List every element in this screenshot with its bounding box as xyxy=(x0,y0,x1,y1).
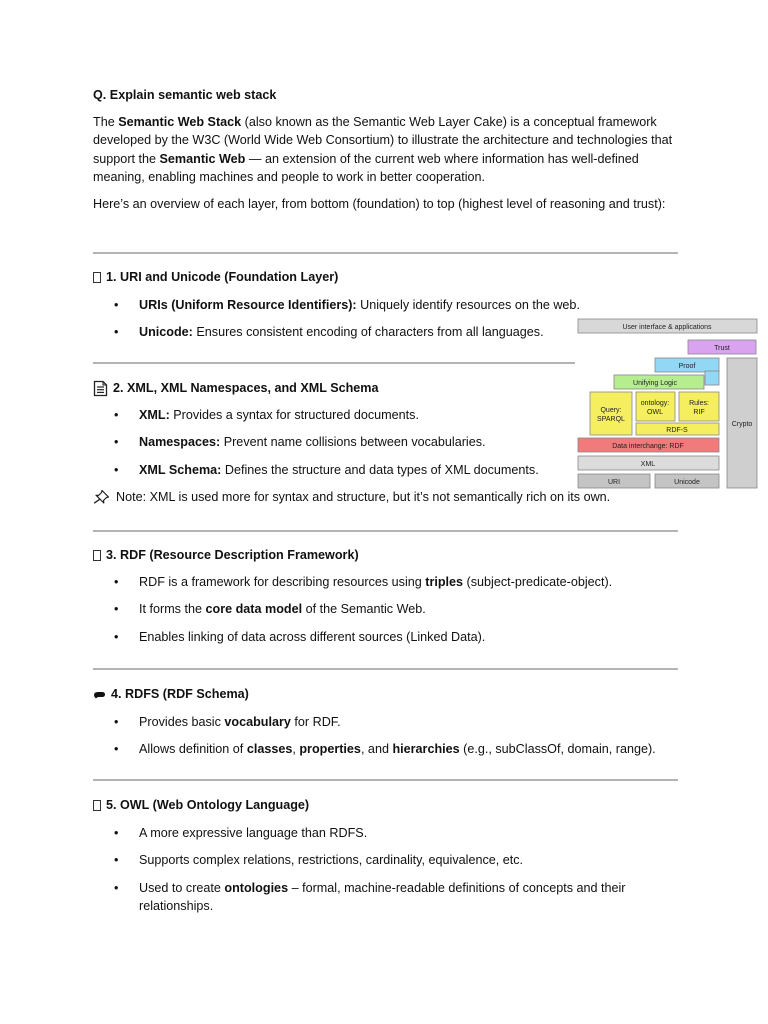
svg-text:Data interchange: RDF: Data interchange: RDF xyxy=(612,443,684,450)
item-text: Uniquely identify resources on the web. xyxy=(356,298,580,313)
item-text: Provides basic xyxy=(139,715,225,730)
list-item xyxy=(93,740,678,758)
item-text: (e.g., subClassOf, domain, range). xyxy=(459,742,656,757)
section-divider xyxy=(93,668,678,670)
item-text: Defines the structure and data types of XML documents. xyxy=(221,462,539,477)
svg-text:SPARQL: SPARQL xyxy=(597,416,625,423)
svg-text:Unicode: Unicode xyxy=(674,479,700,486)
layer-xml xyxy=(578,456,719,470)
list-item xyxy=(93,851,678,869)
item-text: Supports complex relations, restrictions, cardinality, equivalence, etc. xyxy=(139,853,524,868)
svg-text:User interface & applications: User interface & applications xyxy=(622,324,712,331)
intro-text: (also known as the Semantic Web Layer Cake) is a conceptual framework developed by the W3C (World Wide Web Consortium) to illustrate the architecture and technologies that support the xyxy=(93,115,673,166)
section-title: 4. RDFS (RDF Schema) xyxy=(111,687,249,701)
item-bold: vocabulary xyxy=(224,715,291,730)
item-bold: triples xyxy=(425,575,464,590)
svg-text:XML: XML xyxy=(640,461,656,468)
section-divider xyxy=(93,252,678,254)
intro-text: The xyxy=(93,115,119,130)
section-heading xyxy=(93,685,678,703)
item-text: (subject-predicate-object). xyxy=(463,575,613,590)
item-text: Prevent name collisions between vocabularies. xyxy=(220,435,486,450)
svg-text:RIF: RIF xyxy=(693,409,705,416)
section-heading xyxy=(93,268,678,286)
link-chain-icon xyxy=(93,689,106,700)
section-heading xyxy=(93,546,678,564)
svg-text:Query:: Query: xyxy=(600,407,622,414)
layer-data-interchange xyxy=(578,438,719,452)
intro-paragraph xyxy=(93,113,678,186)
item-text: Ensures consistent encoding of characters from all languages. xyxy=(192,325,544,340)
missing-glyph-icon xyxy=(93,272,101,283)
item-text: – formal, machine-readable definitions of concepts and their relationships. xyxy=(139,880,626,913)
layer-trust xyxy=(688,340,756,354)
item-bold: classes xyxy=(246,742,293,757)
semantic-web-layer-cake-diagram xyxy=(576,318,760,490)
svg-text:URI: URI xyxy=(607,479,621,486)
list-item xyxy=(93,628,678,646)
svg-text:Unifying Logic: Unifying Logic xyxy=(633,380,677,387)
item-text: RDF is a framework for describing resources using xyxy=(139,575,426,590)
item-text: A more expressive language than RDFS. xyxy=(139,826,368,841)
document-icon xyxy=(93,380,108,397)
svg-text:RDF-S: RDF-S xyxy=(666,427,688,434)
svg-text:Rules:: Rules: xyxy=(689,400,709,407)
section-title: 1. URI and Unicode (Foundation Layer) xyxy=(106,270,339,284)
list-item xyxy=(93,296,678,314)
section-rdfs xyxy=(93,685,678,759)
item-text: , xyxy=(292,742,300,757)
section-owl xyxy=(93,796,678,915)
item-text: It forms the xyxy=(139,602,206,617)
note-text: Note: XML is used more for syntax and structure, but it’s not semantically rich on its own. xyxy=(116,489,611,504)
item-text: of the Semantic Web. xyxy=(302,602,426,617)
section-divider xyxy=(93,362,575,364)
note xyxy=(93,488,678,506)
document-page xyxy=(93,86,678,213)
bullet-list xyxy=(93,713,678,758)
item-text: Provides a syntax for structured documents. xyxy=(169,408,419,423)
svg-text:Crypto: Crypto xyxy=(731,421,753,428)
section-rdf xyxy=(93,546,678,646)
item-text: Enables linking of data across different sources (Linked Data). xyxy=(139,629,486,644)
layer-crypto xyxy=(727,358,757,488)
item-term: Unicode: xyxy=(139,325,193,340)
section-heading xyxy=(93,796,678,814)
item-term: XML Schema: xyxy=(139,462,222,477)
list-item xyxy=(93,600,678,618)
layer-ontology xyxy=(636,392,675,421)
item-bold: ontologies xyxy=(224,880,289,895)
list-item xyxy=(93,824,678,842)
list-item xyxy=(93,713,678,731)
item-bold: core data model xyxy=(205,602,303,617)
intro-text: — an extension of the current web where information has well-defined meaning, enabling machines and people to work in better cooperation. xyxy=(93,151,639,184)
layer-unicode xyxy=(655,474,719,488)
item-text: Used to create xyxy=(139,880,225,895)
svg-text:Proof: Proof xyxy=(678,363,696,370)
section-title: 5. OWL (Web Ontology Language) xyxy=(106,798,310,812)
section-divider xyxy=(93,779,678,781)
layer-unifying-logic xyxy=(614,375,704,389)
section-title: 2. XML, XML Namespaces, and XML Schema xyxy=(113,381,379,395)
list-item xyxy=(93,879,678,915)
pushpin-icon xyxy=(93,489,110,504)
intro-bold-stack: Semantic Web Stack xyxy=(118,115,242,130)
svg-text:Trust: Trust xyxy=(714,345,730,352)
list-item xyxy=(93,573,678,591)
layer-ui xyxy=(578,319,757,333)
item-text: Allows definition of xyxy=(139,742,247,757)
item-bold: hierarchies xyxy=(392,742,460,757)
missing-glyph-icon xyxy=(93,800,101,811)
svg-text:OWL: OWL xyxy=(647,409,663,416)
item-text: , and xyxy=(360,742,393,757)
item-term: URIs (Uniform Resource Identifiers): xyxy=(139,298,357,313)
section-divider xyxy=(93,530,678,532)
layer-rules xyxy=(679,392,719,421)
question-title: Q. Explain semantic web stack xyxy=(93,88,277,102)
bullet-list xyxy=(93,824,678,915)
item-text: for RDF. xyxy=(290,715,341,730)
item-term: XML: xyxy=(139,408,170,423)
svg-text:ontology:: ontology: xyxy=(640,400,670,407)
missing-glyph-icon xyxy=(93,550,101,561)
intro-bold-semantic-web: Semantic Web xyxy=(159,151,246,166)
item-bold: properties xyxy=(299,742,361,757)
bullet-list xyxy=(93,573,678,646)
layer-query xyxy=(590,392,632,435)
item-term: Namespaces: xyxy=(139,435,221,450)
layer-rdfs xyxy=(636,423,719,435)
section-title: 3. RDF (Resource Description Framework) xyxy=(106,548,359,562)
layer-uri xyxy=(578,474,650,488)
overview-paragraph: Here’s an overview of each layer, from bottom (foundation) to top (highest level of reasoning and trust): xyxy=(93,197,666,212)
